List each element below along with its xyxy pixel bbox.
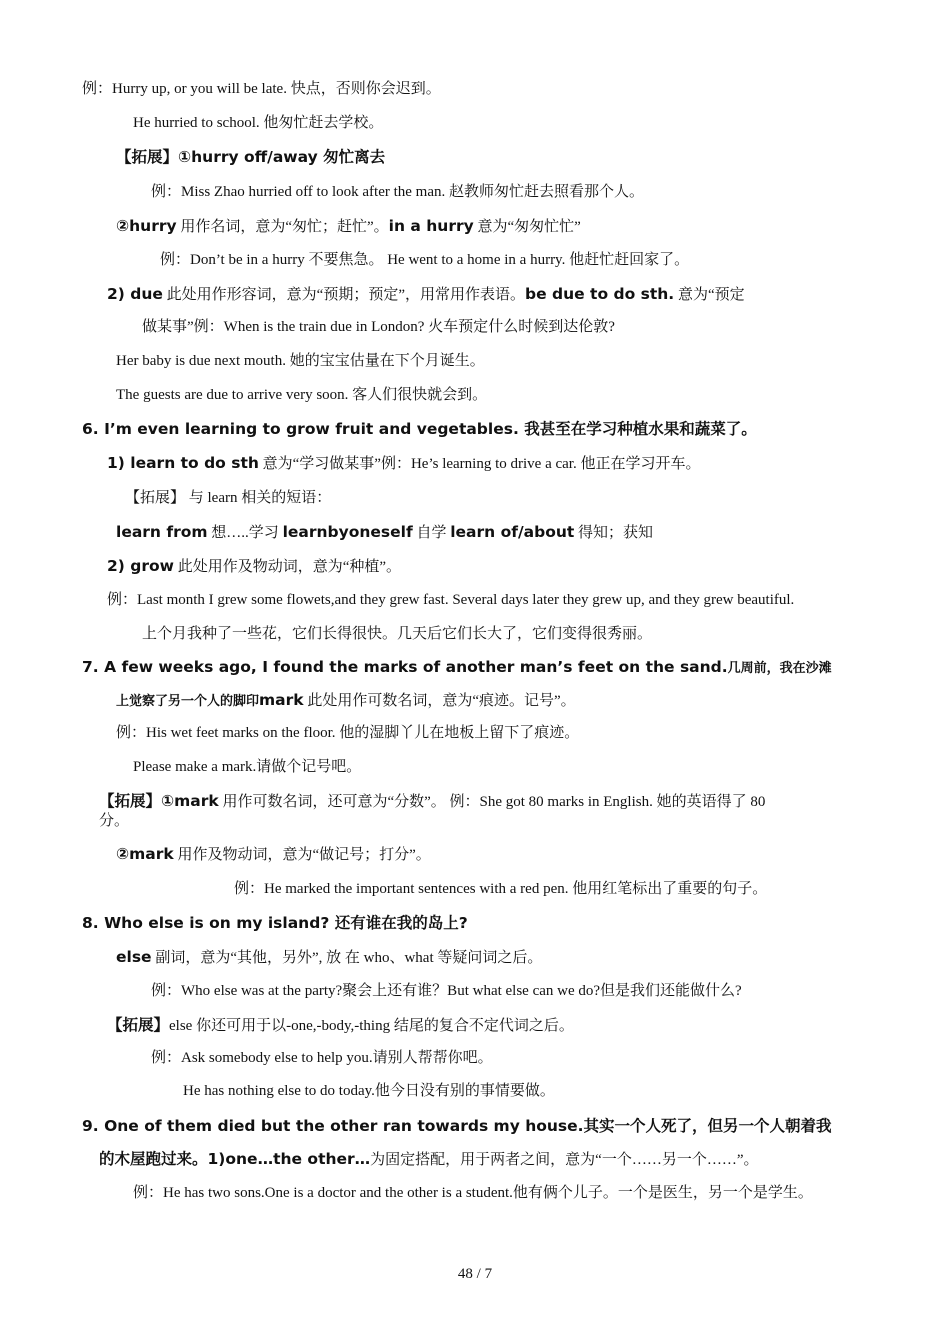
numbered-heading: 9. One of them died but the other ran towards my house.其实一个人死了，但另一个人朝着我 bbox=[82, 1117, 832, 1135]
text-line bbox=[107, 556, 401, 577]
text-line bbox=[107, 453, 700, 474]
text-line: 例：Who else was at the party?聚会上还有谁？But what else can we do?但是我们还能做什么? bbox=[151, 983, 742, 999]
keyword: 2) grow bbox=[107, 557, 174, 575]
text-line: 例：Hurry up, or you will be late. 快点，否则你会迟到。 bbox=[82, 81, 441, 97]
keyword: ②hurry bbox=[116, 217, 177, 235]
keyword: learn from bbox=[116, 523, 208, 541]
text-line: He has nothing else to do today.他今日没有别的事情要做。 bbox=[183, 1083, 555, 1099]
keyword: be due to do sth. bbox=[525, 285, 675, 303]
text-line: Please make a mark.请做个记号吧。 bbox=[133, 759, 362, 775]
text-line: 例：Ask somebody else to help you.请别人帮帮你吧。 bbox=[151, 1050, 493, 1066]
text-line: 例：He has two sons.One is a doctor and the other is a student.他有俩个儿子。一个是医生，另一个是学生。 bbox=[133, 1185, 813, 1201]
keyword: learn of/about bbox=[450, 523, 575, 541]
text-line: 例：His wet feet marks on the floor. 他的湿脚丫儿在地板上留下了痕迹。 bbox=[116, 725, 580, 741]
keyword: else bbox=[116, 948, 152, 966]
text-line: 例：Don’t be in a hurry 不要焦急。 He went to a home in a hurry. 他赶忙赶回家了。 bbox=[160, 252, 690, 268]
text-run: 意为“匆匆忙忙” bbox=[473, 219, 581, 235]
numbered-heading: 6. I’m even learning to grow fruit and vegetables. 我甚至在学习种植水果和蔬菜了。 bbox=[82, 420, 757, 438]
text-line: 例：He marked the important sentences with a red pen. 他用红笔标出了重要的句子。 bbox=[234, 881, 768, 897]
numbered-heading: 8. Who else is on my island? 还有谁在我的岛上? bbox=[82, 914, 468, 932]
text-run: 想…..学习 bbox=[207, 525, 283, 541]
heading-text: 几周前，我在沙滩 bbox=[727, 661, 832, 676]
text-line: Her baby is due next mouth. 她的宝宝估量在下个月诞生。 bbox=[116, 353, 485, 369]
heading-text: 的木屋跑过来。1)one…the other… bbox=[99, 1150, 371, 1168]
keyword: learnbyoneself bbox=[282, 523, 413, 541]
text-run: 意为“学习做某事”例：He’s learning to drive a car. 他正在学习开车。 bbox=[258, 456, 701, 472]
text-run: 用作名词，意为“匆忙；赶忙”。 bbox=[176, 219, 389, 235]
text-run: 用作可数名词，还可意为“分数”。 例：She got 80 marks in English. 她的英语得了 80 bbox=[218, 794, 766, 810]
text-line bbox=[116, 947, 542, 968]
text-run: else 你还可用于以-one,-body,-thing 结尾的复合不定代词之后。 bbox=[169, 1018, 574, 1034]
text-line: 分。 bbox=[99, 813, 130, 829]
heading-text: 上觉察了另一个人的脚印 bbox=[116, 694, 260, 709]
text-line: He hurried to school. 他匆忙赶去学校。 bbox=[133, 115, 384, 131]
text-run: 此处用作及物动词，意为“种植”。 bbox=[173, 559, 402, 575]
keyword: mark bbox=[259, 691, 304, 709]
keyword: ②mark bbox=[116, 845, 174, 863]
text-line bbox=[116, 216, 581, 237]
text-run: 得知；获知 bbox=[574, 525, 654, 541]
text-run: 为固定搭配，用于两者之间，意为“一个……另一个……”。 bbox=[370, 1152, 759, 1168]
text-line bbox=[116, 690, 576, 712]
numbered-heading bbox=[82, 657, 832, 679]
text-line bbox=[99, 1149, 759, 1170]
section-heading: 【拓展】①hurry off/away 匆忙离去 bbox=[116, 148, 386, 166]
keyword: 2) due bbox=[107, 285, 163, 303]
text-run: 用作及物动词，意为“做记号；打分”。 bbox=[173, 847, 431, 863]
text-line bbox=[116, 844, 431, 865]
text-line: 例：Miss Zhao hurried off to look after the man. 赵教师匆忙赶去照看那个人。 bbox=[151, 184, 644, 200]
text-line bbox=[116, 522, 653, 543]
keyword: 1) learn to do sth bbox=[107, 454, 259, 472]
text-run: 副词，意为“其他，另外”, 放 在 who、what 等疑问词之后。 bbox=[151, 950, 543, 966]
section-heading: 【拓展】 与 learn 相关的短语： bbox=[125, 490, 332, 506]
text-run: 此处用作可数名词，意为“痕迹。记号”。 bbox=[303, 693, 576, 709]
text-run: 自学 bbox=[412, 525, 451, 541]
text-line bbox=[107, 1015, 574, 1036]
text-line bbox=[99, 791, 765, 812]
text-line: 例：Last month I grew some flowets,and they grew fast. Several days later they grew up, and they grew beautiful. bbox=[107, 592, 795, 608]
text-line bbox=[107, 284, 745, 305]
heading-text: 7. A few weeks ago, I found the marks of another man’s feet on the sand. bbox=[82, 658, 728, 676]
keyword: in a hurry bbox=[388, 217, 474, 235]
text-line: The guests are due to arrive very soon. 客人们很快就会到。 bbox=[116, 387, 488, 403]
text-line: 上个月我种了一些花，它们长得很快。几天后它们长大了，它们变得很秀丽。 bbox=[142, 626, 653, 642]
keyword: 【拓展】 bbox=[107, 1016, 170, 1034]
text-line: 做某事”例：When is the train due in London? 火车预定什么时候到达伦敦? bbox=[142, 319, 615, 335]
text-run: 此处用作形容词，意为“预期；预定”，用常用作表语。 bbox=[162, 287, 525, 303]
text-run: 意为“预定 bbox=[674, 287, 745, 303]
page-number: 48 / 7 bbox=[457, 1266, 493, 1282]
keyword: 【拓展】①mark bbox=[99, 792, 219, 810]
